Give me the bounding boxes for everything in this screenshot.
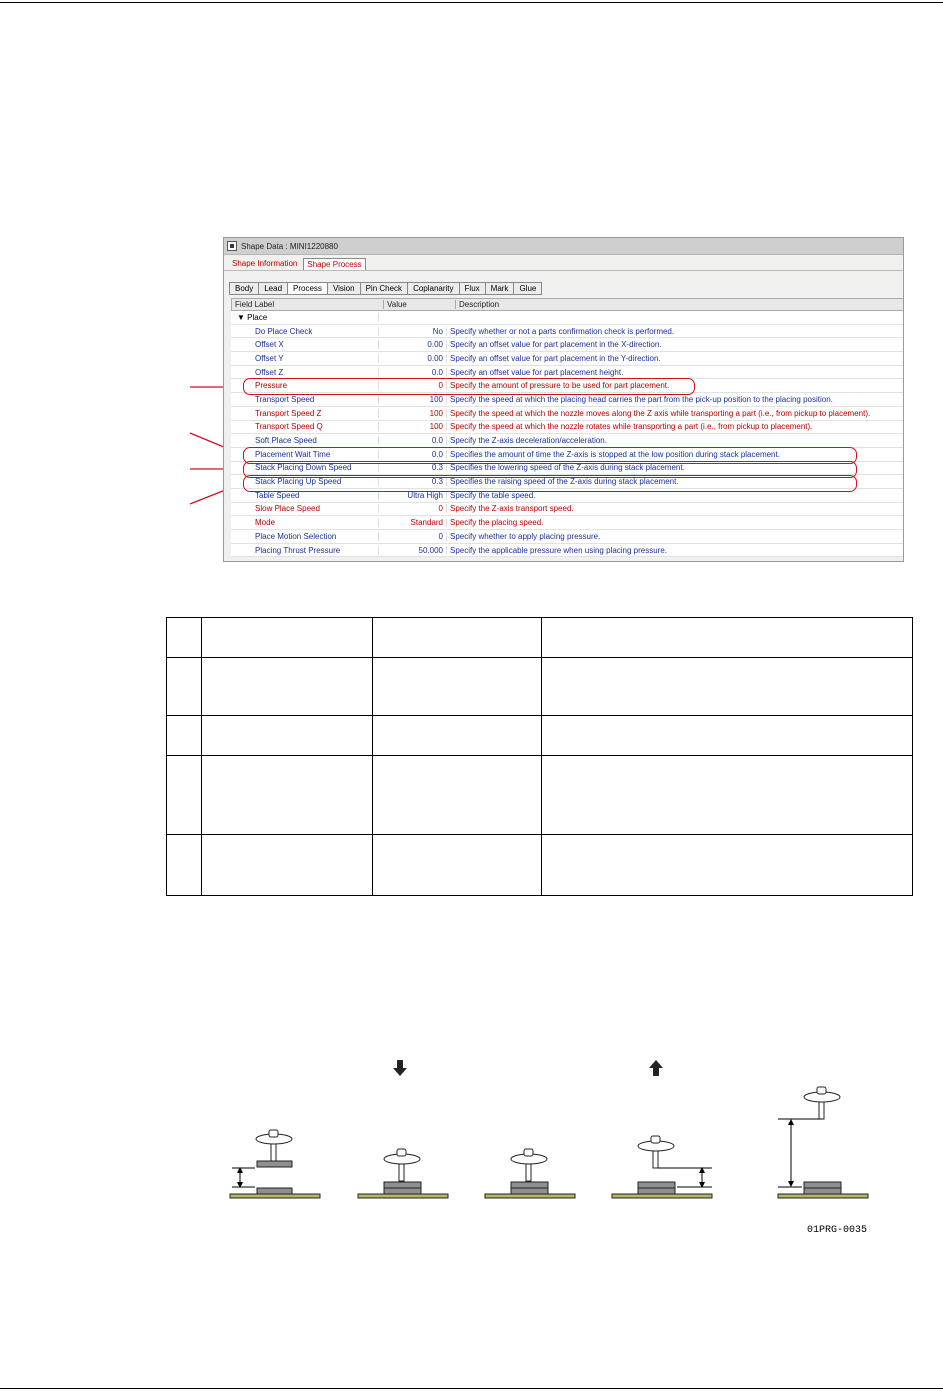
table-row[interactable] (231, 544, 904, 558)
grid-header (231, 298, 904, 311)
table-row[interactable] (231, 338, 904, 352)
property-grid (231, 298, 904, 557)
table-row[interactable] (231, 407, 904, 421)
field-value: 0 (379, 504, 447, 513)
field-label: Transport Speed (231, 395, 379, 404)
table-cell (373, 835, 542, 896)
field-description: Specify the table speed. (450, 490, 536, 500)
table-row (167, 835, 913, 896)
field-value: Ultra High (379, 491, 447, 500)
table-row[interactable] (231, 530, 904, 544)
field-label: Stack Placing Up Speed (231, 477, 379, 486)
top-tab-bar (224, 255, 903, 271)
group-label: ▼ Place (231, 313, 379, 322)
field-label: Transport Speed Q (231, 422, 379, 431)
field-value: 0 (379, 381, 447, 390)
field-description: Specify an offset value for part placement in the X-direction. (450, 340, 662, 350)
window-title: Shape Data : MINI1220880 (241, 241, 338, 251)
table-cell (202, 658, 373, 716)
parameter-table (166, 617, 913, 896)
tab-vision[interactable]: Vision (327, 282, 361, 295)
table-row[interactable] (231, 393, 904, 407)
table-cell (542, 618, 913, 658)
field-label: Offset X (231, 340, 379, 349)
field-value: 100 (379, 395, 447, 404)
tab-flux[interactable]: Flux (459, 282, 486, 295)
bottom-rule (0, 1388, 943, 1389)
table-row[interactable] (231, 434, 904, 448)
field-label: Offset Z (231, 368, 379, 377)
window-app-icon (227, 241, 237, 251)
table-row (167, 756, 913, 835)
field-label: Stack Placing Down Speed (231, 463, 379, 472)
window-title-bar (224, 238, 903, 255)
table-cell (373, 618, 542, 658)
tab-mark[interactable]: Mark (485, 282, 515, 295)
field-description: Specify the speed at which the nozzle moves along the Z axis while transporting a part (i.e., from pickup to placement). (450, 408, 871, 418)
field-description: Specifies the amount of time the Z-axis is stopped at the low position during stack placement. (450, 449, 780, 459)
table-cell (167, 658, 202, 716)
field-label: Place Motion Selection (231, 532, 379, 541)
table-cell (202, 835, 373, 896)
field-label: Table Speed (231, 491, 379, 500)
table-cell (542, 716, 913, 756)
field-value: 0.0 (379, 368, 447, 377)
field-label: Placing Thrust Pressure (231, 546, 379, 555)
table-cell (542, 658, 913, 716)
figure-caption: 01PRG-0035 (807, 1225, 868, 1236)
field-label: Do Place Check (231, 327, 379, 336)
table-cell (373, 756, 542, 835)
tab-glue[interactable]: Glue (513, 282, 542, 295)
tab-pin-check[interactable]: Pin Check (360, 282, 408, 295)
table-cell (373, 716, 542, 756)
tab-process[interactable]: Process (287, 282, 328, 295)
field-value: 0.00 (379, 354, 447, 363)
table-row (167, 658, 913, 716)
field-description: Specify the speed at which the placing head carries the part from the pick-up position to the placing position. (450, 394, 833, 404)
field-description: Specify an offset value for part placement height. (450, 367, 624, 377)
stack-placement-diagram (0, 1060, 943, 1260)
table-cell (202, 716, 373, 756)
tab-shape-information[interactable]: Shape Information (232, 259, 298, 268)
field-description: Specifies the raising speed of the Z-axis during stack placement. (450, 477, 679, 487)
table-cell (202, 756, 373, 835)
table-row (167, 716, 913, 756)
highlight-pressure (243, 378, 695, 395)
stage-5 (778, 1087, 868, 1198)
sub-tab-bar (224, 281, 903, 296)
table-row[interactable] (231, 325, 904, 339)
field-value: 100 (379, 422, 447, 431)
group-row-place[interactable] (231, 311, 904, 325)
table-cell (167, 756, 202, 835)
field-description: Specify the amount of pressure to be used for part placement. (450, 381, 670, 391)
column-header-field-label[interactable]: Field Label (232, 300, 384, 309)
field-description: Specify the placing speed. (450, 518, 544, 528)
field-description: Specify the applicable pressure when using placing pressure. (450, 545, 668, 555)
field-value: 0.0 (379, 436, 447, 445)
tab-coplanarity[interactable]: Coplanarity (407, 282, 459, 295)
field-value: No (379, 327, 447, 336)
stage-4 (612, 1060, 712, 1198)
table-cell (167, 716, 202, 756)
field-description: Specify whether to apply placing pressure. (450, 531, 601, 541)
column-header-description[interactable]: Description (459, 300, 500, 309)
stage-3 (485, 1149, 575, 1198)
table-cell (202, 618, 373, 658)
table-cell (167, 835, 202, 896)
field-description: Specify whether or not a parts confirmation check is performed. (450, 326, 675, 336)
field-description: Specify the speed at which the nozzle rotates while transporting a part (i.e., from pickup to placement). (450, 422, 813, 432)
field-value: Standard (379, 518, 447, 527)
field-label: Offset Y (231, 354, 379, 363)
field-description: Specify an offset value for part placement in the Y-direction. (450, 353, 661, 363)
field-label: Soft Place Speed (231, 436, 379, 445)
table-cell (167, 618, 202, 658)
field-value: 100 (379, 409, 447, 418)
field-description: Specify the Z-axis deceleration/acceleration. (450, 436, 607, 446)
shape-data-window (223, 237, 904, 562)
tab-body[interactable]: Body (229, 282, 259, 295)
field-label: Pressure (231, 381, 379, 390)
field-value: 0.0 (379, 450, 447, 459)
field-label: Transport Speed Z (231, 409, 379, 418)
field-description: Specify the Z-axis transport speed. (450, 504, 574, 514)
table-row[interactable] (231, 421, 904, 435)
table-cell (542, 835, 913, 896)
stage-1 (230, 1130, 320, 1198)
field-label: Mode (231, 518, 379, 527)
stage-2 (358, 1060, 448, 1198)
table-header-row (167, 618, 913, 658)
field-value: 0.3 (379, 477, 447, 486)
table-cell (542, 756, 913, 835)
field-label: Placement Wait Time (231, 450, 379, 459)
column-header-value[interactable]: Value (384, 300, 456, 309)
table-row[interactable] (231, 516, 904, 530)
field-label: Slow Place Speed (231, 504, 379, 513)
table-row[interactable] (231, 503, 904, 517)
table-row[interactable] (231, 352, 904, 366)
field-value: 0.3 (379, 463, 447, 472)
tab-lead[interactable]: Lead (258, 282, 288, 295)
field-value: 0 (379, 532, 447, 541)
field-description: Specifies the lowering speed of the Z-axis during stack placement. (450, 463, 685, 473)
table-cell (373, 658, 542, 716)
highlight-stack-placing-up-speed (243, 475, 857, 492)
tab-shape-process[interactable]: Shape Process (303, 258, 365, 270)
field-value: 0.00 (379, 340, 447, 349)
field-value: 50.000 (379, 546, 447, 555)
